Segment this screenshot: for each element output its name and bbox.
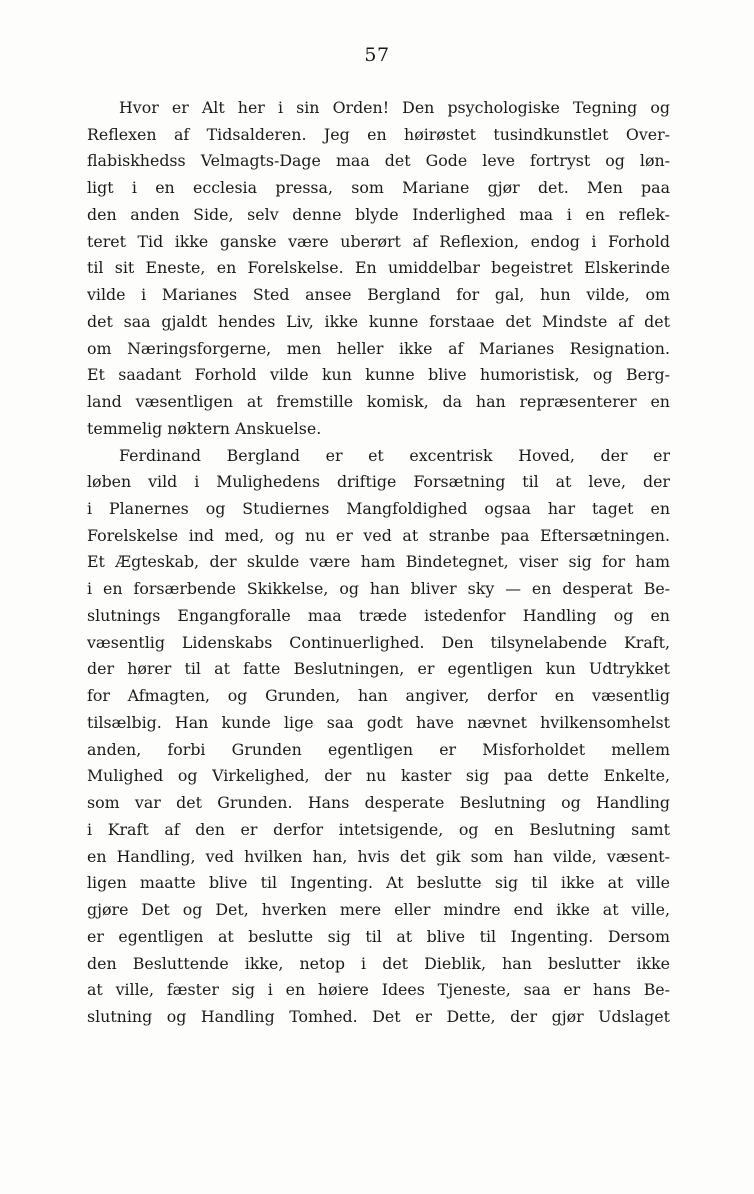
text-line: er egentligen at beslutte sig til at blive til Ingenting. Dersom — [87, 926, 670, 946]
text-line: tilsælbig. Han kunde lige saa godt have nævnet hvilkensomhelst — [87, 712, 670, 732]
text-line: om Næringsforgerne, men heller ikke af Marianes Resignation. — [87, 338, 670, 358]
text-line: flabiskhedss Velmagts-Dage maa det Gode leve fortryst og løn- — [87, 151, 670, 171]
text-line: Forelskelse ind med, og nu er ved at stranbe paa Eftersætningen. — [87, 525, 670, 545]
text-line: løben vild i Mulighedens driftige Forsætning til at leve, der — [87, 472, 670, 492]
page-number: 57 — [364, 44, 390, 66]
text-line: Et saadant Forhold vilde kun kunne blive humoristisk, og Berg- — [87, 365, 670, 385]
text-line: Ferdinand Bergland er et excentrisk Hoved, der er — [119, 445, 670, 465]
text-line: land væsentligen at fremstille komisk, da han repræsenterer en — [87, 392, 670, 412]
text-line: slutnings Engangforalle maa træde istedenfor Handling og en — [87, 605, 670, 625]
text-line: Reflexen af Tidsalderen. Jeg en høirøstet tusindkunstlet Over- — [87, 124, 670, 144]
text-line: i en forsærbende Skikkelse, og han bliver sky — en desperat Be- — [87, 579, 670, 599]
text-line: at ville, fæster sig i en høiere Idees Tjeneste, saa er hans Be- — [87, 980, 670, 1000]
text-line: i Planernes og Studiernes Mangfoldighed ogsaa har taget en — [87, 499, 670, 519]
text-line: som var det Grunden. Hans desperate Beslutning og Handling — [87, 793, 670, 813]
text-line: Et Ægteskab, der skulde være ham Bindetegnet, viser sig for ham — [87, 552, 670, 572]
text-line: gjøre Det og Det, hverken mere eller mindre end ikke at ville, — [87, 900, 670, 920]
text-line: i Kraft af den er derfor intetsigende, og en Beslutning samt — [87, 819, 670, 839]
text-line: til sit Eneste, en Forelskelse. En umiddelbar begeistret Elskerinde — [87, 258, 670, 278]
text-line: den anden Side, selv denne blyde Inderlighed maa i en reflek- — [87, 204, 670, 224]
text-line: den Besluttende ikke, netop i det Dieblik, han beslutter ikke — [87, 953, 670, 973]
text-line: ligen maatte blive til Ingenting. At beslutte sig til ikke at ville — [87, 873, 670, 893]
text-line: Mulighed og Virkelighed, der nu kaster sig paa dette Enkelte, — [87, 766, 670, 786]
text-line: temmelig nøktern Anskuelse. — [87, 418, 322, 438]
text-line: der hører til at fatte Beslutningen, er egentligen kun Udtrykket — [87, 659, 670, 679]
text-line: for Afmagten, og Grunden, han angiver, derfor en væsentlig — [87, 686, 670, 706]
text-line: ligt i en ecclesia pressa, som Mariane gjør det. Men paa — [87, 178, 670, 198]
text-line: en Handling, ved hvilken han, hvis det gik som han vilde, væsent- — [87, 846, 670, 866]
text-line: Hvor er Alt her i sin Orden! Den psychologiske Tegning og — [119, 98, 670, 117]
text-line: slutning og Handling Tomhed. Det er Dette, der gjør Udslaget — [87, 1006, 670, 1026]
text-line: teret Tid ikke ganske være uberørt af Reflexion, endog i Forhold — [87, 231, 670, 251]
text-line: væsentlig Lidenskabs Continuerlighed. Den tilsynelabende Kraft, — [87, 632, 670, 652]
body-text — [87, 95, 670, 1031]
text-line: det saa gjaldt hendes Liv, ikke kunne forstaae det Mindste af det — [87, 311, 670, 331]
text-line: anden, forbi Grunden egentligen er Misforholdet mellem — [87, 739, 670, 759]
text-line: vilde i Marianes Sted ansee Bergland for gal, hun vilde, om — [87, 285, 670, 305]
